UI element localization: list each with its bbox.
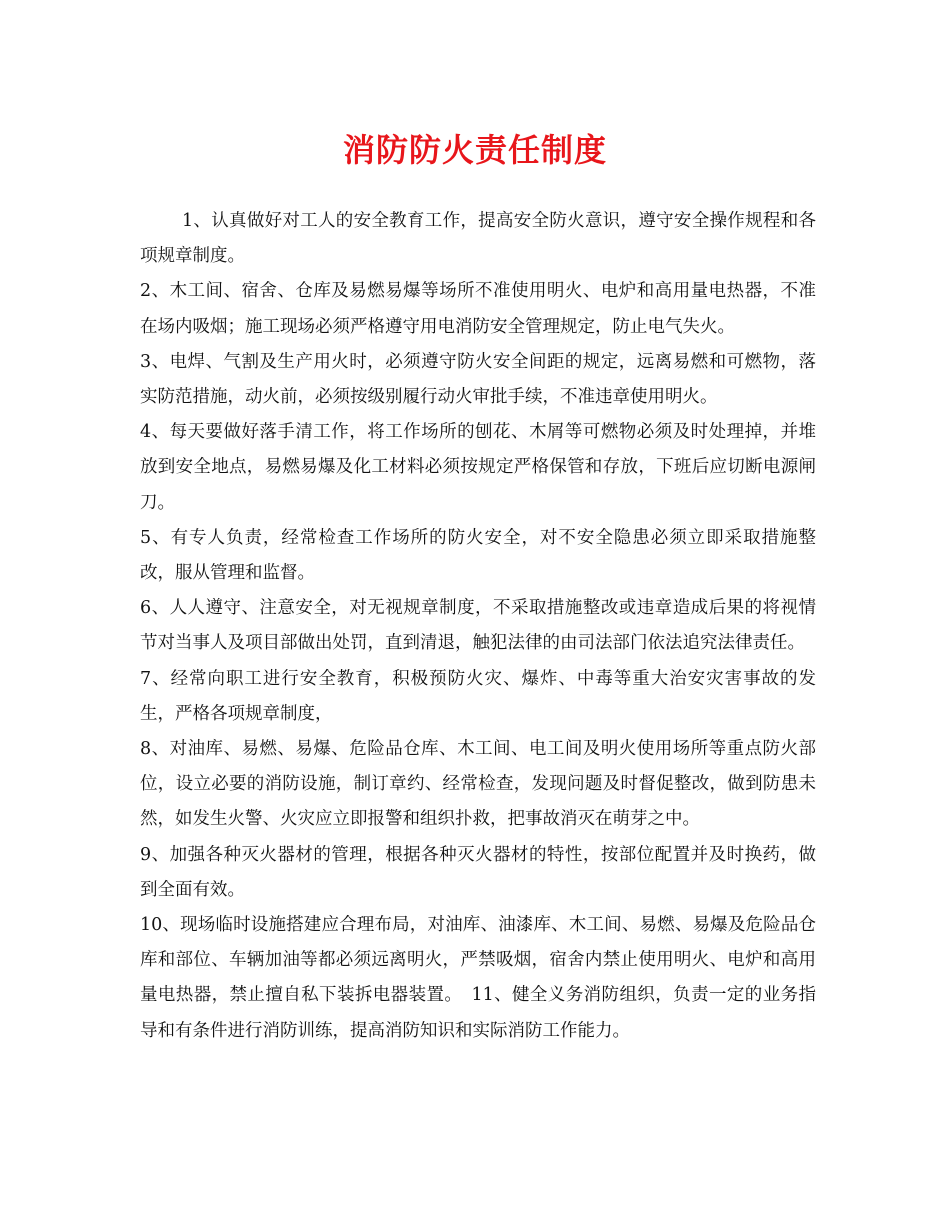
paragraph-2: 2、木工间、宿舍、仓库及易燃易爆等场所不准使用明火、电炉和高用量电热器，不准在场内吸烟；施工现场必须严格遵守用电消防安全管理规定，防止电气失火。 — [140, 281, 816, 337]
document-body — [140, 204, 816, 1049]
paragraph-8: 8、对油库、易燃、易爆、危险品仓库、木工间、电工间及明火使用场所等重点防火部位，设立必要的消防设施，制订章约、经常检查，发现问题及时督促整改，做到防患未然，如发生火警、火灾应立即报警和组织扑救，把事故消灭在萌芽之中。 — [140, 739, 816, 830]
paragraph-5: 5、有专人负责，经常检查工作场所的防火安全，对不安全隐患必须立即采取措施整改，服从管理和监督。 — [140, 527, 816, 584]
document-title: 消防防火责任制度 — [342, 131, 607, 169]
paragraph-1: 1、认真做好对工人的安全教育工作，提高安全防火意识，遵守安全操作规程和各项规章制度。 — [140, 211, 816, 267]
paragraph-10: 10、现场临时设施搭建应合理布局，对油库、油漆库、木工间、易燃、易爆及危险品仓库和部位、车辆加油等都必须远离明火，严禁吸烟，宿舍内禁止使用明火、电炉和高用量电热器，禁止擅自私下装拆电器装置。 11、健全义务消防组织，负责一定的业务指导和有条件进行消防训练，提高消防知识和实际消防工作能力。 — [140, 915, 816, 1041]
paragraph-3: 3、电焊、气割及生产用火时，必须遵守防火安全间距的规定，远离易燃和可燃物，落实防范措施，动火前，必须按级别履行动火审批手续，不准违章使用明火。 — [140, 351, 816, 408]
paragraph-7: 7、经常向职工进行安全教育，积极预防火灾、爆炸、中毒等重大治安灾害事故的发生，严格各项规章制度， — [140, 668, 816, 724]
paragraph-9: 9、加强各种灭火器材的管理，根据各种灭火器材的特性，按部位配置并及时换药，做到全面有效。 — [140, 844, 816, 900]
paragraph-6: 6、人人遵守、注意安全，对无视规章制度，不采取措施整改或违章造成后果的将视情节对当事人及项目部做出处罚，直到清退，触犯法律的由司法部门依法追究法律责任。 — [140, 598, 816, 654]
paragraph-4: 4、每天要做好落手清工作，将工作场所的刨花、木屑等可燃物必须及时处理掉，并堆放到安全地点，易燃易爆及化工材料必须按规定严格保管和存放，下班后应切断电源闸刀。 — [140, 422, 816, 513]
